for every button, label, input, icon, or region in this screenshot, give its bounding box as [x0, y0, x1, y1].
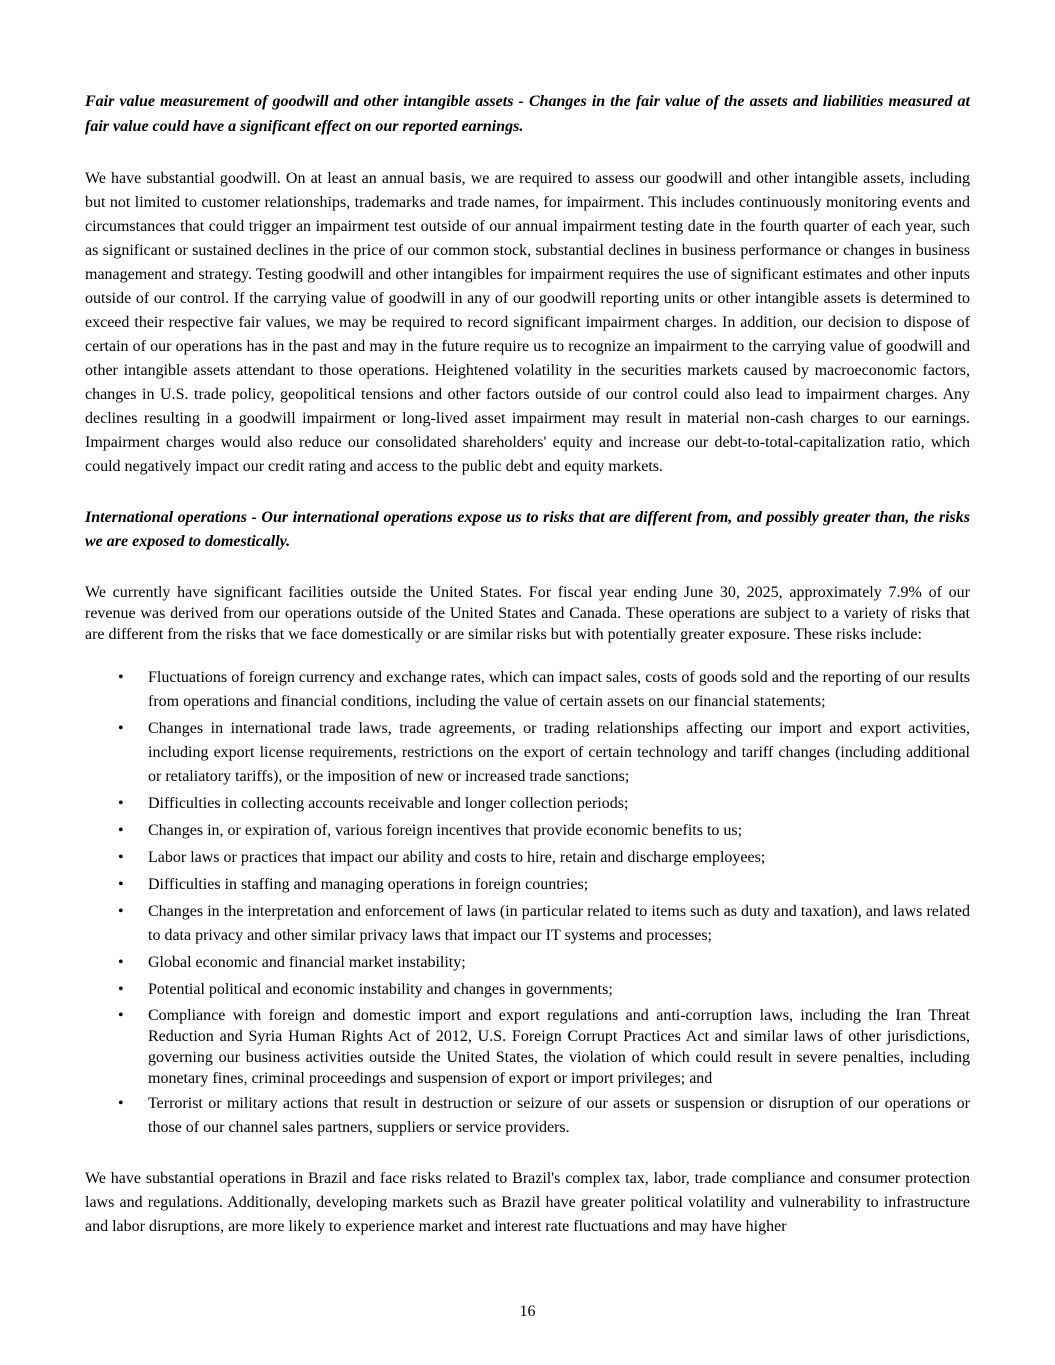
bullet-marker: •	[118, 875, 124, 893]
risk-bullet-item	[85, 978, 970, 1002]
risk-bullet-text: Global economic and financial market instability;	[148, 953, 466, 971]
risk-paragraph-goodwill: We have substantial goodwill. On at least an annual basis, we are required to assess our goodwill and other intangible assets, including but not limited to customer relationships, trademarks and trade names, for impairment. This includes continuously monitoring events and circumstances that could trigger an impairment test outside of our annual impairment testing date in the fourth quarter of each year, such as significant or sustained declines in the price of our common stock, substantial declines in business performance or changes in business management and strategy. Testing goodwill and other intangibles for impairment requires the use of significant estimates and other inputs outside of our control. If the carrying value of goodwill in any of our goodwill reporting units or other intangible assets is determined to exceed their respective fair values, we may be required to record significant impairment charges. In addition, our decision to dispose of certain of our operations has in the past and may in the future require us to recognize an impairment to the carrying value of goodwill and other intangible assets attendant to those operations. Heightened volatility in the securities markets caused by macroeconomic factors, changes in U.S. trade policy, geopolitical tensions and other factors outside of our control could also lead to impairment charges. Any declines resulting in a goodwill impairment or long-lived asset impairment may result in material non-cash charges to our earnings. Impairment charges would also reduce our consolidated shareholders' equity and increase our debt-to-total-capitalization ratio, which could negatively impact our credit rating and access to the public debt and equity markets.	[85, 169, 970, 475]
bullet-marker: •	[118, 953, 124, 971]
risk-bullet-list	[85, 666, 970, 1140]
risk-bullet-item	[85, 873, 970, 897]
page-number: 16	[519, 1303, 536, 1320]
bullet-marker: •	[118, 1094, 124, 1112]
risk-bullet-item	[85, 900, 970, 948]
risk-bullet-text: Difficulties in collecting accounts receivable and longer collection periods;	[148, 794, 629, 812]
risk-bullet-text: Potential political and economic instability and changes in governments;	[148, 980, 613, 998]
risk-bullet-text: Difficulties in staffing and managing operations in foreign countries;	[148, 875, 589, 893]
bullet-marker: •	[118, 668, 124, 686]
risk-bullet-item	[85, 846, 970, 870]
risk-paragraph-brazil: We have substantial operations in Brazil and face risks related to Brazil's complex tax, labor, trade compliance and consumer protection laws and regulations. Additionally, developing markets such as Brazil have greater political volatility and vulnerability to infrastructure and labor disruptions, are more likely to experience market and interest rate fluctuations and may have higher	[85, 1169, 970, 1235]
risk-bullet-item	[85, 792, 970, 816]
bullet-marker: •	[118, 1006, 124, 1024]
bullet-marker: •	[118, 719, 124, 737]
risk-bullet-item	[85, 951, 970, 975]
risk-bullet-item	[85, 819, 970, 843]
bullet-marker: •	[118, 794, 124, 812]
risk-heading-international: International operations - Our international operations expose us to risks that are different from, and possibly greater than, the risks we are exposed to domestically.	[85, 508, 970, 551]
risk-bullet-item	[85, 666, 970, 714]
bullet-marker: •	[118, 902, 124, 920]
bullet-marker: •	[118, 980, 124, 998]
risk-heading-goodwill: Fair value measurement of goodwill and other intangible assets - Changes in the fair value of the assets and liabilities measured at fair value could have a significant effect on our reported earnings.	[85, 93, 970, 135]
risk-paragraph-international-intro: We currently have significant facilities outside the United States. For fiscal year ending June 30, 2025, approximately 7.9% of our revenue was derived from our operations outside of the United States and Canada. These operations are subject to a variety of risks that are different from the risks that we face domestically or are similar risks but with potentially greater exposure. These risks include:	[85, 584, 970, 644]
risk-bullet-text: Labor laws or practices that impact our ability and costs to hire, retain and discharge employees;	[148, 848, 766, 866]
risk-bullet-item	[85, 717, 970, 789]
risk-bullet-text: Terrorist or military actions that result in destruction or seizure of our assets or suspension or disruption of our operations or those of our channel sales partners, suppliers or service providers.	[148, 1094, 970, 1136]
risk-bullet-text: Compliance with foreign and domestic import and export regulations and anti-corruption laws, including the Iran Threat Reduction and Syria Human Rights Act of 2012, U.S. Foreign Corrupt Practices Act and similar laws of other jurisdictions, governing our business activities outside the United States, the violation of which could result in severe penalties, including monetary fines, criminal proceedings and suspension of export or import privileges; and	[148, 1006, 970, 1087]
bullet-marker: •	[118, 821, 124, 839]
risk-bullet-text: Changes in international trade laws, trade agreements, or trading relationships affecting our import and export activities, including export license requirements, restrictions on the export of certain technology and tariff changes (including additional or retaliatory tariffs), or the imposition of new or increased trade sanctions;	[148, 719, 970, 785]
risk-bullet-item	[85, 1092, 970, 1140]
risk-bullet-text: Changes in, or expiration of, various foreign incentives that provide economic benefits to us;	[148, 821, 743, 839]
risk-bullet-text: Changes in the interpretation and enforcement of laws (in particular related to items such as duty and taxation), and laws related to data privacy and other similar privacy laws that impact our IT systems and processes;	[148, 902, 970, 944]
risk-bullet-item	[85, 1005, 970, 1089]
risk-bullet-text: Fluctuations of foreign currency and exchange rates, which can impact sales, costs of goods sold and the reporting of our results from operations and financial conditions, including the value of certain assets on our financial statements;	[148, 668, 970, 710]
bullet-marker: •	[118, 848, 124, 866]
